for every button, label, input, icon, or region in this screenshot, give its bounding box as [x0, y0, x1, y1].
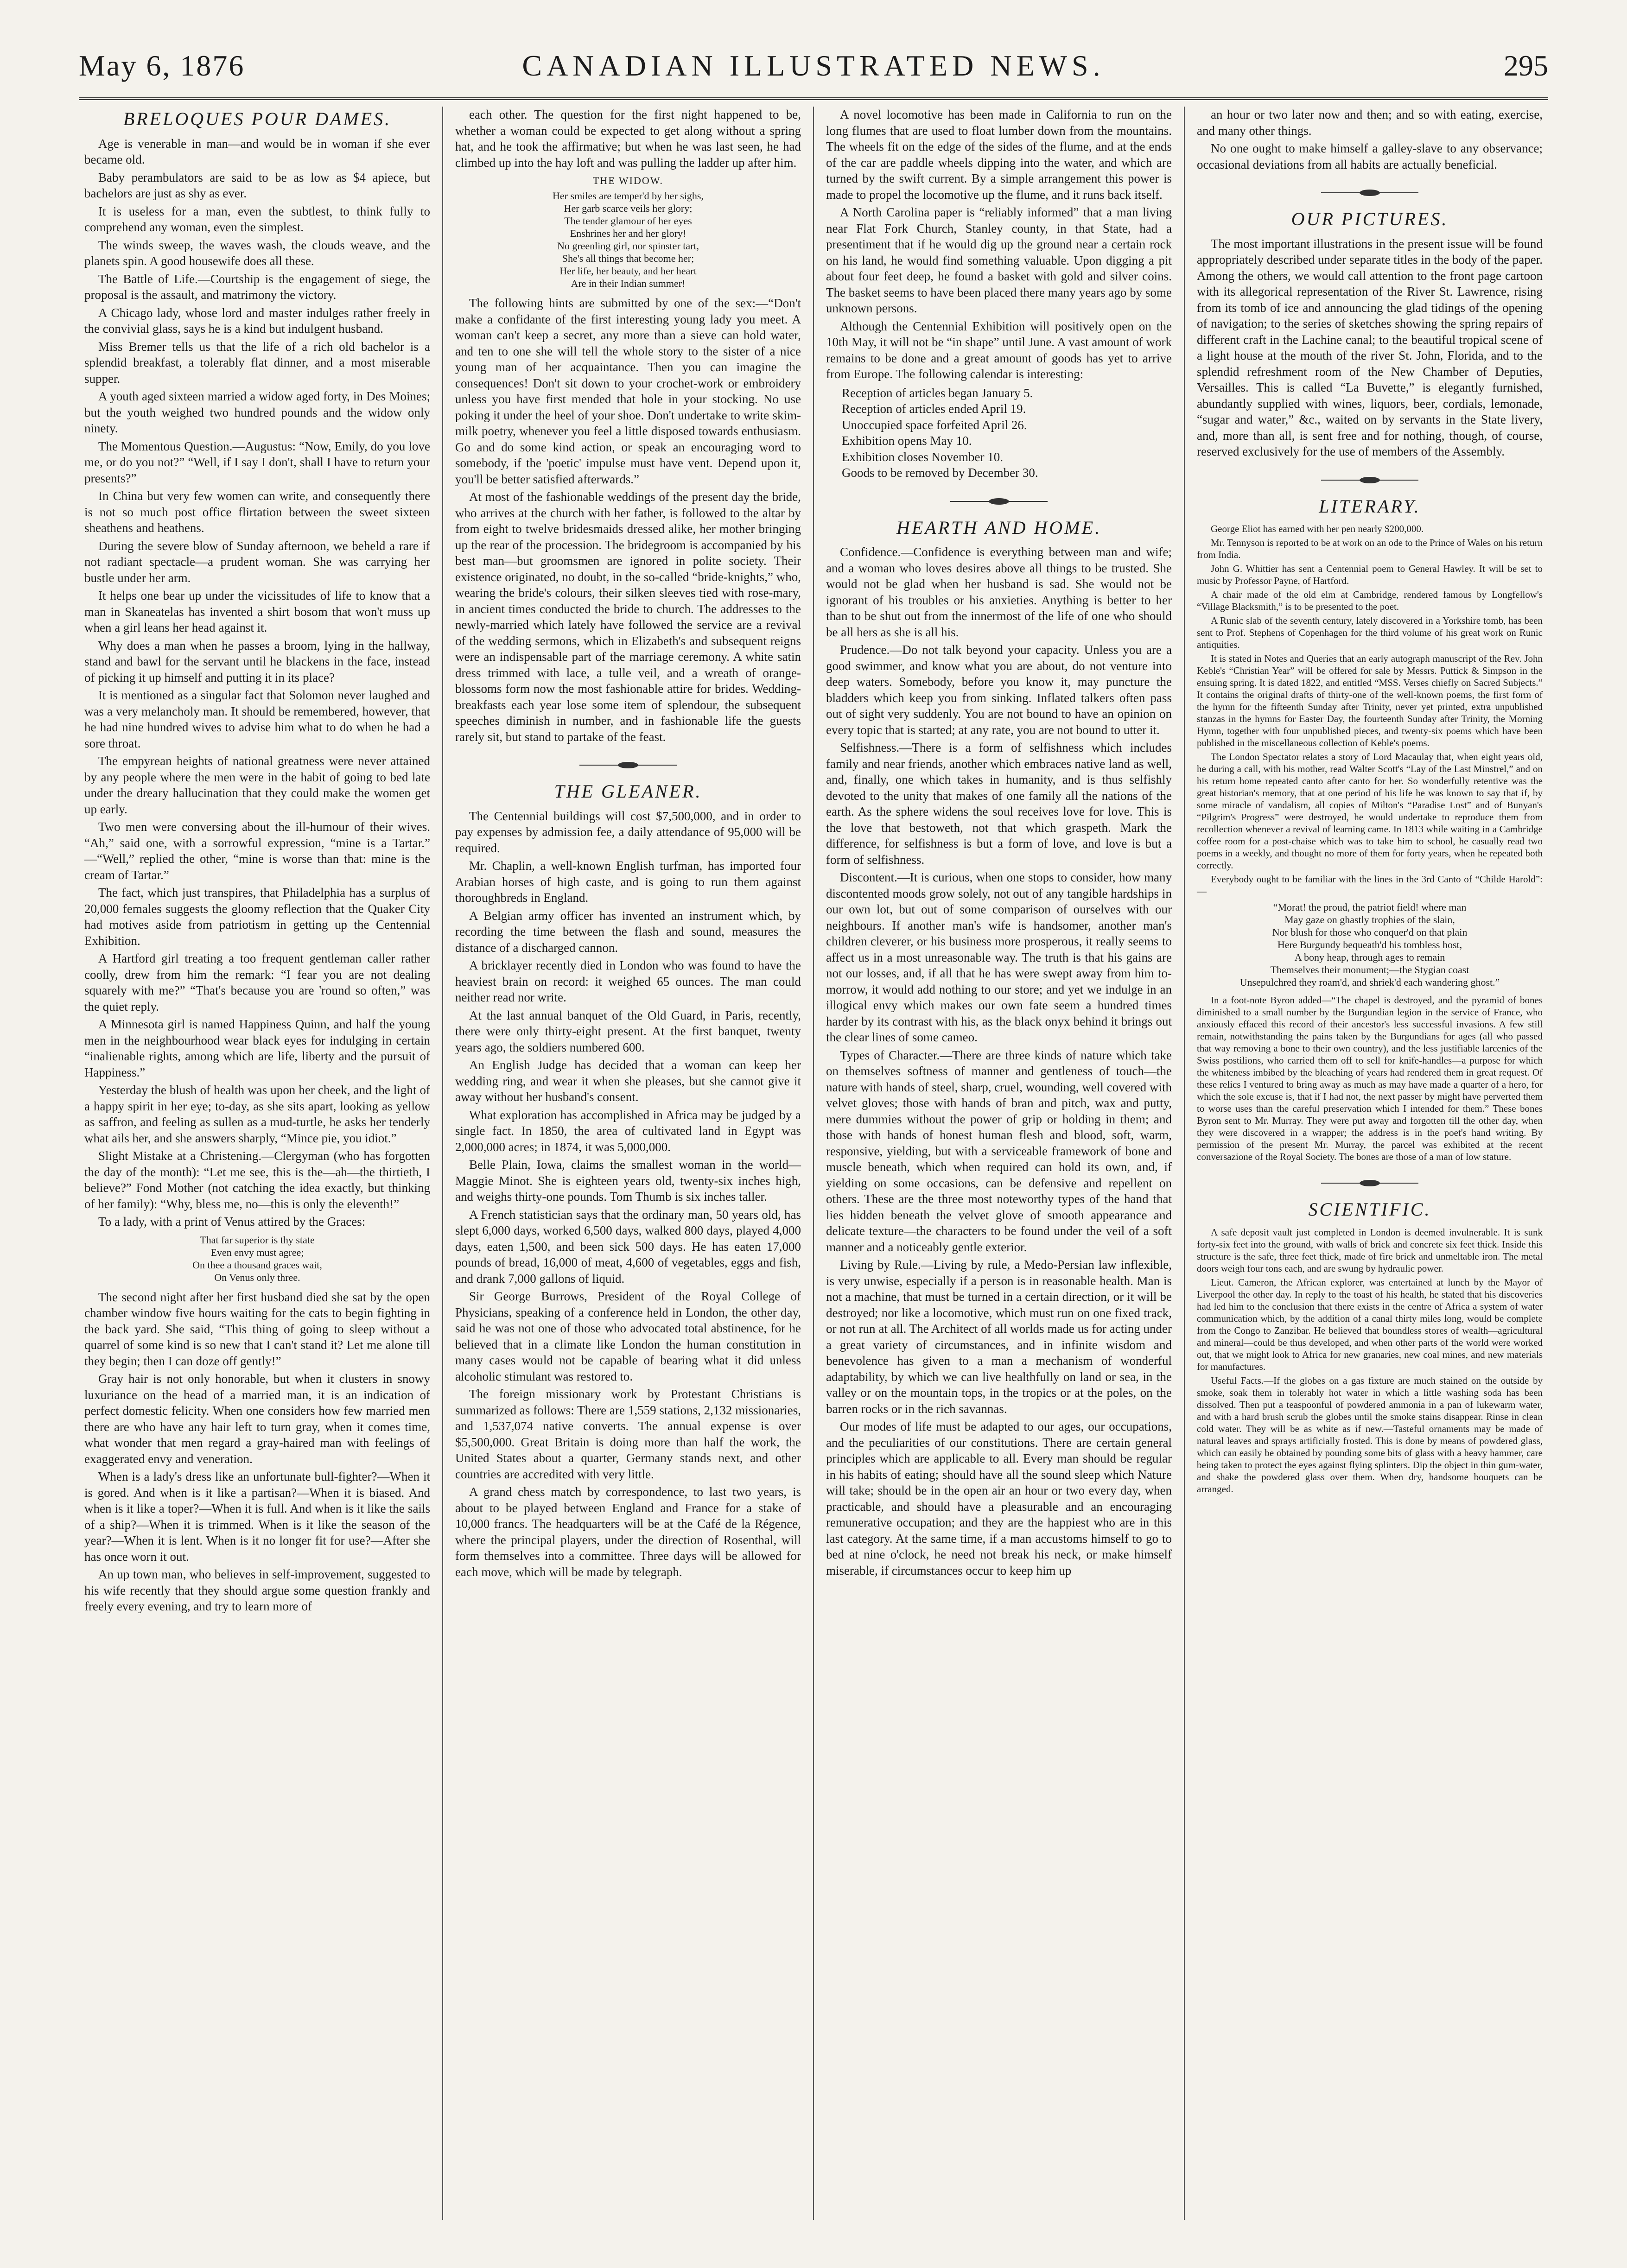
paragraph: Gray hair is not only honorable, but when it clusters in snowy luxuriance on the head of a married man, it is an indication of perfect domestic felicity. When one considers how few married men there are who have any hair left to turn gray, when it comes time, what wonder that men regard a gray-haired man with feelings of exaggerated envy and veneration. — [84, 1372, 430, 1466]
poem-line: On Venus only three. — [214, 1271, 300, 1283]
paragraph: an hour or two later now and then; and so with eating, exercise, and many other things. — [1197, 108, 1543, 138]
paragraph: Slight Mistake at a Christening.—Clergyman (who has forgotten the day of the month): “Let me see, this is the—ah—the thirtieth, I believe?” Fond Mother (not catching the idea exactly, but thinking of her family): “Why, bless me, no—this is only the eleventh!” — [84, 1149, 430, 1211]
exhibition-calendar — [826, 385, 1172, 481]
section-heading: THE GLEANER. — [554, 781, 702, 802]
section-heading: OUR PICTURES. — [1291, 209, 1449, 229]
paragraph: Why does a man when he passes a broom, lying in the hallway, stand and bawl for the servant until he blackens in the face, instead of picking it up himself and putting it in its place? — [84, 638, 430, 684]
paragraph: Sir George Burrows, President of the Royal College of Physicians, speaking of a conference held in London, the other day, said he was not one of those who advocated total abstinence, for he believed that in a climate like London the human constitution in many cases would not be capable of bearing what it did unless alcoholic stimulant was restored to. — [455, 1289, 801, 1383]
calendar-item: Unoccupied space forfeited April 26. — [842, 418, 1027, 432]
column-divider — [807, 107, 820, 2220]
poem-line: “Morat! the proud, the patriot field! where man — [1273, 901, 1467, 913]
paragraph: At the last annual banquet of the Old Guard, in Paris, recently, there were only thirty-eight present. At the first banquet, twenty years ago, the soldiers numbered 600. — [455, 1008, 801, 1054]
poem-line: The tender glamour of her eyes — [564, 215, 692, 227]
paragraph: Selfishness.—There is a form of selfishness which includes family and near friends, another which embraces native land as well, and, finally, one which takes in humanity, and is thus selfishly devoted to the unity that makes of one family all the nations of the earth. As the sphere widens the soul receives love for love. This is the love that bestoweth, not that which graspeth. Mark the difference, for selfishness is but a form of love, and love is but a form of selfishness. — [826, 741, 1172, 867]
paragraph: Yesterday the blush of health was upon her cheek, and the light of a happy spirit in her eye; to-day, as she sits apart, looking as yellow as saffron, and feeling as sullen as a mud-turtle, he asks her tenderly what ails her, and she answers sharply, “Mince pie, you idiot.” — [84, 1083, 430, 1145]
poem-line: She's all things that become her; — [562, 253, 694, 264]
paragraph: Belle Plain, Iowa, claims the smallest woman in the world—Maggie Minot. She is eighteen years old, twenty-six inches high, and weighs thirty-one pounds. Tom Thumb is six inches taller. — [455, 1158, 801, 1204]
paragraph: Although the Centennial Exhibition will positively open on the 10th May, it will not be “in shape” until June. A vast amount of work remains to be done and a great amount of goods has yet to arrive from Europe. The following calendar is interesting: — [826, 319, 1172, 381]
poem-line: May gaze on ghastly trophies of the slain, — [1284, 914, 1455, 925]
paragraph: A Hartford girl treating a too frequent gentleman caller rather coolly, drew from him the remark: “I fear you are not dealing squarely with me?” “That's because you are 'round so often,” was the quiet reply. — [84, 951, 430, 1014]
paragraph: The London Spectator relates a story of Lord Macaulay that, when eight years old, he during a call, with his mother, read Walter Scott's “Lay of the Last Minstrel,” and on his return home repeated canto after canto for her. So wonderfully retentive was the great historian's memory, that at one period of his life he was known to say that if, by some miracle of vandalism, all copies of Milton's “Paradise Lost” and of Bunyan's “Pilgrim's Progress” were destroyed, he would undertake to reproduce them from recollection whenever a revival of learning came. In 1813 while waiting in a Cambridge coffee room for a post-chaise which was to take him to school, he casually read two poems in a weekly, and thought no more of them for forty years, when he repeated both correctly. — [1197, 751, 1543, 871]
paragraph: Discontent.—It is curious, when one stops to consider, how many discontented moods grow solely, not out of any tangible hardships in our own lot, but out of some comparison of ourselves with our neighbours. If another man's wife is handsomer, another man's children cleverer, or his business more prosperous, it really seems to affect us in a most unreasonable way. The truth is that his gains are not our losses, and, if all that he has were swept away from him to-morrow, it would add nothing to our store; and yet we indulge in an illogical envy which makes our own fate seem a hundred times harder by its contrast with his, as the black onyx behind it brings out the clear lines of some cameo. — [826, 870, 1172, 1044]
paragraph: Mr. Tennyson is reported to be at work on an ode to the Prince of Wales on his return from India. — [1197, 537, 1543, 560]
paragraph: The Centennial buildings will cost $7,500,000, and in order to pay expenses by admission fee, a daily attendance of 95,000 will be required. — [455, 809, 801, 855]
column-4 — [1191, 107, 1548, 2220]
paragraph: The second night after her first husband died she sat by the open chamber window five hours waiting for the cats to begin fighting in the back yard. She said, “This thing of going to sleep without a quarrel of some kind is so new that I can't stand it? Let me alone till they begin; then I can doze off gently!” — [84, 1290, 430, 1368]
paragraph: It is stated in Notes and Queries that an early autograph manuscript of the Rev. John Keble's “Christian Year” will be offered for sale by Messrs. Puttick & Simpson in the ensuing spring. It is dated 1822, and entitled “MSS. Verses chiefly on Sacred Subjects.” It contains the original drafts of thirty-one of the well-known poems, the first form of the hymn for the fifteenth Sunday after Trinity, never yet printed, extra unpublished stanzas in the hymns for Easter Day, the fourteenth Sunday after Trinity, the Morning Hymn, together with four unpublished pieces, and twenty-six poems which have been published in the miscellaneous collection of Keble's poems. — [1197, 653, 1543, 748]
section-heading: HEARTH AND HOME. — [896, 517, 1102, 538]
paragraph: A French statistician says that the ordinary man, 50 years old, has slept 6,000 days, worked 6,500 days, walked 800 days, played 4,000 days, eaten 1,500, and been sick 500 days. He has eaten 17,000 pounds of bread, 16,000 of meat, 4,600 of vegetables, eggs and fish, and drank 7,000 gallons of liquid. — [455, 1207, 801, 1286]
paragraph: The Momentous Question.—Augustus: “Now, Emily, do you love me, or do you not?” “Well, if I say I don't, shall I have to return your presents?” — [84, 439, 430, 485]
ornamental-rule — [826, 495, 1172, 506]
newspaper-title: CANADIAN ILLUSTRATED NEWS. — [522, 49, 1105, 82]
section-heading: SCIENTIFIC. — [1308, 1199, 1431, 1220]
paragraph: The fact, which just transpires, that Philadelphia has a surplus of 20,000 females suggests the gloomy reflection that the Quaker City had motives aside from patriotism in getting up the Centennial Exhibition. — [84, 886, 430, 948]
poem-line: A bony heap, through ages to remain — [1294, 951, 1445, 963]
ornamental-rule — [455, 759, 801, 770]
column-1 — [79, 107, 436, 2220]
ornamental-rule — [1197, 186, 1543, 197]
paragraph: A Minnesota girl is named Happiness Quinn, and half the young men in the neighbourhood wear black eyes for indulging in certain “inalienable rights, among which are life, liberty and the pursuit of Happiness.” — [84, 1017, 430, 1079]
calendar-item: Reception of articles ended April 19. — [842, 402, 1026, 416]
paragraph: A youth aged sixteen married a widow aged forty, in Des Moines; but the youth weighed two hundred pounds and the widow only ninety. — [84, 389, 430, 435]
paragraph: It helps one bear up under the vicissitudes of life to know that a man in Skaneatelas has invented a shirt bosom that won't muss up when a girl leans her head against it. — [84, 589, 430, 634]
poem-line: On thee a thousand graces wait, — [192, 1259, 322, 1271]
paragraph: The Battle of Life.—Courtship is the engagement of siege, the proposal is the assault, and matrimony the victory. — [84, 272, 430, 302]
paragraph: No one ought to make himself a galley-slave to any observance; occasional deviations from all habits are actually beneficial. — [1197, 141, 1543, 171]
paragraph: When is a lady's dress like an unfortunate bull-fighter?—When it is gored. And when is it like a partisan?—When it is biased. And when is it like a toper?—When it is full. And when is it like the sails of a ship?—When it is trimmed. When is it like the season of the year?—When it is lent. When is it no longer fit for use?—After she has once worn it out. — [84, 1470, 430, 1564]
paragraph: The following hints are submitted by one of the sex:—“Don't make a confidante of the first interesting young lady you meet. A woman can't keep a secret, any more than a sieve can hold water, and ten to one she will tell the whole story to the sister of a nice young man of her acquaintance. Then you can imagine the consequences! Don't sit down to your crochet-work or embroidery unless you have first mended that hole in your stocking. No use poking it under the heel of your shoe. Don't undertake to write skim-milk poetry, whenever you feel a little disposed towards enthusiasm. Go and do some kind action, or speak an encouraging word to somebody, if the 'poetic' impulse must have vent. Depend upon it, you'll be better satisfied afterwards.” — [455, 296, 801, 486]
issue-date: May 6, 1876 — [79, 49, 245, 82]
page-number: 295 — [1504, 49, 1548, 82]
poem-line: No greenling girl, nor spinster tart, — [557, 240, 699, 252]
poem-line: Themselves their monument;—the Stygian coast — [1270, 964, 1469, 976]
paragraph: each other. The question for the first night happened to be, whether a woman could be expected to get along without a spring hat, and he took the affirmative; but when he was last seen, he had climbed up into the hay loft and was pulling the ladder up after him. — [455, 108, 801, 170]
paragraph: A bricklayer recently died in London who was found to have the heaviest brain on record: it weighed 65 ounces. The man could neither read nor write. — [455, 958, 801, 1004]
paragraph: Prudence.—Do not talk beyond your capacity. Unless you are a good swimmer, and know what you are about, do not venture into deep waters. Somebody, before you know it, may puncture the bladders which keep you from sinking. Inflated talkers often pass out of sight very suddenly. You are not bound to have an opinion on every topic that is started; at any rate, you are not bound to utter it. — [826, 643, 1172, 737]
paragraph: John G. Whittier has sent a Centennial poem to General Hawley. It will be set to music by Professor Payne, of Hartford. — [1197, 563, 1543, 586]
paragraph: A Runic slab of the seventh century, lately discovered in a Yorkshire tomb, has been sent to Prof. Stephens of Copenhagen for the third volume of his great work on Runic antiquities. — [1197, 615, 1543, 650]
paragraph: To a lady, with a print of Venus attired by the Graces: — [98, 1215, 366, 1229]
poem-line: Enshrines her and her glory! — [570, 228, 686, 239]
paragraph: In China but very few women can write, and consequently there is not so much post office flirtation between the sweet sixteen sheathens and heathens. — [84, 489, 430, 535]
poem-line: Her smiles are temper'd by her sighs, — [553, 190, 704, 202]
calendar-item: Reception of articles began January 5. — [842, 386, 1033, 400]
paragraph: Miss Bremer tells us that the life of a rich old bachelor is a splendid breakfast, a tolerably flat dinner, and a most miserable supper. — [84, 339, 430, 386]
paragraph: Age is venerable in man—and would be in woman if she ever became old. — [84, 136, 430, 166]
calendar-item: Exhibition closes November 10. — [842, 450, 1003, 464]
paragraph: Types of Character.—There are three kinds of nature which take on themselves softness of manner and gentleness of touch—the nature with hands of steel, sharp, cruel, wounding, well covered with velvet gloves; those with hands of bran and pitch, wax and putty, mere dummies without the power of grip or holding in them; and those with hands of honest human flesh and blood, soft, warm, responsive, yielding, but with a serviceable framework of bone and muscle beneath, which when required can hold its own, and, if yielding on some occasions, can be defensive and repellent on others. These are the three most noteworthy types of the hand that lies hidden beneath the velvet glove of smooth appearance and delicate texture—the characters to be found under the veil of a soft manner and a noticeably gentle exterior. — [826, 1048, 1172, 1254]
poem-title: THE WIDOW. — [593, 175, 663, 186]
paragraph: George Eliot has earned with her pen nearly $200,000. — [1211, 523, 1424, 534]
paragraph: Baby perambulators are said to be as low as $4 apiece, but bachelors are just as shy as ever. — [84, 170, 430, 200]
calendar-item: Exhibition opens May 10. — [842, 434, 972, 448]
paragraph: A novel locomotive has been made in California to run on the long flumes that are used to float lumber down from the mountains. The wheels fit on the edge of the sides of the flume, and at the ends of the car are paddle wheels dipping into the water, and which are turned by the swift current. By a simple arrangement this power is made to propel the locomotive up the flume, and it runs back itself. — [826, 108, 1172, 202]
ornamental-rule — [1197, 1177, 1543, 1188]
calendar-item: Goods to be removed by December 30. — [842, 466, 1038, 480]
masthead — [79, 44, 1548, 100]
paragraph: Useful Facts.—If the globes on a gas fixture are much stained on the outside by smoke, soak them in tolerably hot water in which a little washing soda has been dissolved. Then put a teaspoonful of powdered ammonia in a pan of lukewarm water, and with a hard brush scrub the globes until the smoke stains disappear. Rinse in clean cold water. They will be as white as if new.—Tasteful ornaments may be made of natural leaves and sprays artificially frosted. This is done by means of powdered glass, which can easily be obtained by pounding some bits of glass with a heavy hammer, care being taken to protect the eyes against flying splinters. Dip the object in thin gum-water, and shake the powdered glass over them. When dry, handsome bouquets can be arranged. — [1197, 1375, 1543, 1495]
paragraph: Mr. Chaplin, a well-known English turfman, has imported four Arabian horses of high caste, and is going to run them against thoroughbreds in England. — [455, 859, 801, 905]
column-divider — [436, 107, 450, 2220]
paragraph: Living by Rule.—Living by rule, a Medo-Persian law inflexible, is very unwise, especially if a person is in reasonable health. Man is not a machine, that must be turned in a certain direction, or it will be destroyed; nor like a locomotive, which must run on one fixed track, or not run at all. The Architect of all worlds made us for acting under a great variety of circumstances, and in infinite wisdom and benevolence has given to a man a mechanism of wonderful adaptability, by which we can live healthfully on land or sea, in the valley or on the mountain tops, in the tropics or at the poles, on the barren rocks or in the rich savannas. — [826, 1258, 1172, 1416]
paragraph: The most important illustrations in the present issue will be found appropriately described under separate titles in the body of the paper. Among the others, we would call attention to the front page cartoon with its allegorical representation of the River St. Lawrence, rising from its tomb of ice and announcing the glad tidings of the opening of navigation; to the series of sketches showing the spring repairs of different craft in the Lachine canal; to the beautiful tropical scene of a light house at the mouth of the river St. John, Florida, and to the splendid refreshment room of the New Chamber of Deputies, Versailles. This is called “La Buvette,” is elegantly furnished, abundantly supplied with wines, liquors, beer, cordials, lemonade, “sugar and water,” &c., waited on by servants in the State livery, and, more than all, is sent free and for nothing, though, of course, reserved exclusively for the use of members of the Assembly. — [1197, 236, 1543, 458]
paragraph: It is useless for a man, even the subtlest, to think fully to comprehend any woman, even the simplest. — [84, 204, 430, 234]
poem-line: Unsepulchred they roam'd, and shriek'd each wandering ghost.” — [1239, 976, 1500, 988]
paragraph: A grand chess match by correspondence, to last two years, is about to be played between England and France for a stake of 10,000 francs. The headquarters will be at the Café de la Régence, where the principal players, under the direction of Rosenthal, will form themselves into a committee. Three days will be allowed for each move, which will be made by telegraph. — [455, 1485, 801, 1579]
column-divider — [1177, 107, 1191, 2220]
paragraph: Confidence.—Confidence is everything between man and wife; and a woman who loves desires above all things to be trusted. She would not be glad when her husband is sad. She would not be ignorant of his troubles or his anxieties. Anything is better to her than to be shut out from the innermost of the life of one who should be all hers as she is all his. — [826, 545, 1172, 639]
paragraph: Our modes of life must be adapted to our ages, our occupations, and the peculiarities of our constitutions. There are certain general principles which are applicable to all. Every man should be regular in his habits of eating; should have all the sound sleep which Nature will take; should be in the open air an hour or two every day, when practicable, and should have a pleasurable and an encouraging remunerative occupation; and they are the happiest who are in this last category. At the same time, if a man accustoms himself to go to bed at nine o'clock, he need not break his neck, or make himself miserable, if circumstances occur to keep him up — [826, 1419, 1172, 1577]
poem — [84, 1234, 430, 1284]
section-heading: BRELOQUES POUR DAMES. — [123, 108, 392, 129]
paragraph: In a foot-note Byron added—“The chapel is destroyed, and the pyramid of bones diminished to a small number by the Burgundian legion in the service of France, who anxiously effaced this record of their ancestor's less successful invasions. A few still remain, notwithstanding the pains taken by the Burgundians for ages (all who passed that way removing a bone to their own country), and the less justifiable larcenies of the Swiss postilions, who carried them off to sell for knife-handles—a purpose for which the whiteness imbibed by the bleaching of years had rendered them in great request. Of these relics I ventured to bring away as much as may have made a quarter of a hero, for which the sole excuse is, that if I had not, the next passer by might have perverted them to worse uses than the careful preservation which I intended for them.” These bones Byron sent to Mr. Murray. They were put away and forgotten till the other day, when they were discovered in a wrapper; the address is in the poet's hand writing. By permission of the present Mr. Murray, the parcel was exhibited at the recent conversazione of the Royal Society. The bones are those of a man of low stature. — [1197, 995, 1543, 1162]
poem-line: Are in their Indian summer! — [571, 278, 686, 289]
poem-line: Nor blush for those who conquer'd on that plain — [1272, 926, 1468, 938]
poem-line: That far superior is thy state — [200, 1234, 315, 1246]
poem — [1197, 901, 1543, 988]
poem-line: Her garb scarce veils her glory; — [564, 203, 693, 214]
section-heading: LITERARY. — [1319, 495, 1421, 517]
paragraph: Two men were conversing about the ill-humour of their wives. “Ah,” said one, with a sorrowful expression, “mine is a Tartar.” —“Well,” replied the other, “mine is worse than that: mine is the cream of Tartar.” — [84, 820, 430, 882]
ornamental-rule — [1197, 474, 1543, 485]
paragraph: A safe deposit vault just completed in London is deemed invulnerable. It is sunk forty-six feet into the ground, with walls of brick and concrete six feet thick. Inside this structure is the safe, three feet thick, made of fire brick and unmeltable iron. The metal doors weigh four tons each, and are swung by hydraulic power. — [1197, 1226, 1543, 1274]
paragraph: Lieut. Cameron, the African explorer, was entertained at lunch by the Mayor of Liverpool the other day. In reply to the toast of his health, he stated that his discoveries had led him to the conclusion that there exists in the centre of Africa a system of water communication which, by the addition of a canal thirty miles long, would be complete from the Congo to Zanzibar. He believed that boundless stores of wealth—agricultural and mineral—could be thus developed, and when other parts of the world were worked out, that we might look to Africa for new granaries, new coal mines, and new materials for manufactures. — [1197, 1276, 1543, 1372]
paragraph: A chair made of the old elm at Cambridge, rendered famous by Longfellow's “Village Blacksmith,” is to be presented to the poet. — [1197, 589, 1543, 612]
column-2 — [450, 107, 807, 2220]
paragraph: It is mentioned as a singular fact that Solomon never laughed and was a very melancholy man. It should be remembered, however, that he had nine hundred wives to advise him what to do when he had a sore throat. — [84, 688, 430, 750]
poem — [455, 174, 801, 290]
paragraph: Everybody ought to be familiar with the lines in the 3rd Canto of “Childe Harold”:— — [1197, 874, 1543, 897]
paragraph: At most of the fashionable weddings of the present day the bride, who arrives at the church with her father, is followed to the altar by from eight to twelve bridesmaids dressed alike, her mother bringing up the rear of the procession. The bridegroom is accompanied by his best man—but groomsmen are ignored in polite society. Their existence originated, no doubt, in the so-called “bride-knights,” who, wearing the bride's colours, their silken sleeves tied with rose-mary, in ancient times conducted the bride to church. The addresses to the newly-married which lately have followed the service are a revival of the wedding sermons, which in Elizabeth's and subsequent reigns were an indispensable part of the marriage ceremony. A white satin dress trimmed with lace, a tulle veil, and a wreath of orange-blossoms form now the most fashionable attire for brides. Wedding-breakfasts each year lose some item of splendour, the subsequent speeches diminish in number, and in fashionable life the guests rarely sit, but stand to partake of the feast. — [455, 490, 801, 744]
paragraph: An English Judge has decided that a woman can keep her wedding ring, and wear it when she pleases, but she cannot give it away without her husband's consent. — [455, 1058, 801, 1104]
poem-line: Here Burgundy bequeath'd his tombless host, — [1277, 939, 1462, 950]
paragraph: During the severe blow of Sunday afternoon, we beheld a rare if not radiant spectacle—a prudent woman. She was carrying her bustle under her arm. — [84, 538, 430, 585]
poem-line: Even envy must agree; — [210, 1246, 304, 1258]
paragraph: The foreign missionary work by Protestant Christians is summarized as follows: There are 1,559 stations, 2,132 missionaries, and 1,537,074 native converts. The annual expense is over $5,500,000. Great Britain is doing more than half the work, the United States about a quarter, Germany stands next, and other countries are accredited with very little. — [455, 1387, 801, 1481]
paragraph: An up town man, who believes in self-improvement, suggested to his wife recently that they should argue some question frankly and freely every evening, and try to learn more of — [84, 1567, 430, 1613]
paragraph: A North Carolina paper is “reliably informed” that a man living near Flat Fork Church, Stanley county, in that State, had a presentiment that if he would dig up the ground near a certain rock on his land, he would find something valuable. Upon digging a pit about four feet deep, he found a basket with gold and silver coins. The basket seems to have been placed there many years ago by some unknown persons. — [826, 205, 1172, 315]
newspaper-page — [79, 44, 1548, 2222]
paragraph: A Belgian army officer has invented an instrument which, by recording the time between the flash and sound, measures the distance of a discharged cannon. — [455, 908, 801, 955]
paragraph: The winds sweep, the waves wash, the clouds weave, and the planets spin. A good housewife does all these. — [84, 238, 430, 268]
article-columns — [79, 107, 1548, 2220]
paragraph: What exploration has accomplished in Africa may be judged by a single fact. In 1850, the area of cultivated land in Egypt was 2,000,000 acres; in 1874, it was 5,000,000. — [455, 1108, 801, 1154]
paragraph: A Chicago lady, whose lord and master indulges rather freely in the convivial glass, says he is a kind but indulgent husband. — [84, 305, 430, 336]
paragraph: The empyrean heights of national greatness were never attained by any people where the men were in the habit of going to bed late under the dreary hallucination that they could make the women get up early. — [84, 754, 430, 816]
column-3 — [820, 107, 1177, 2220]
poem-line: Her life, her beauty, and her heart — [559, 265, 697, 277]
